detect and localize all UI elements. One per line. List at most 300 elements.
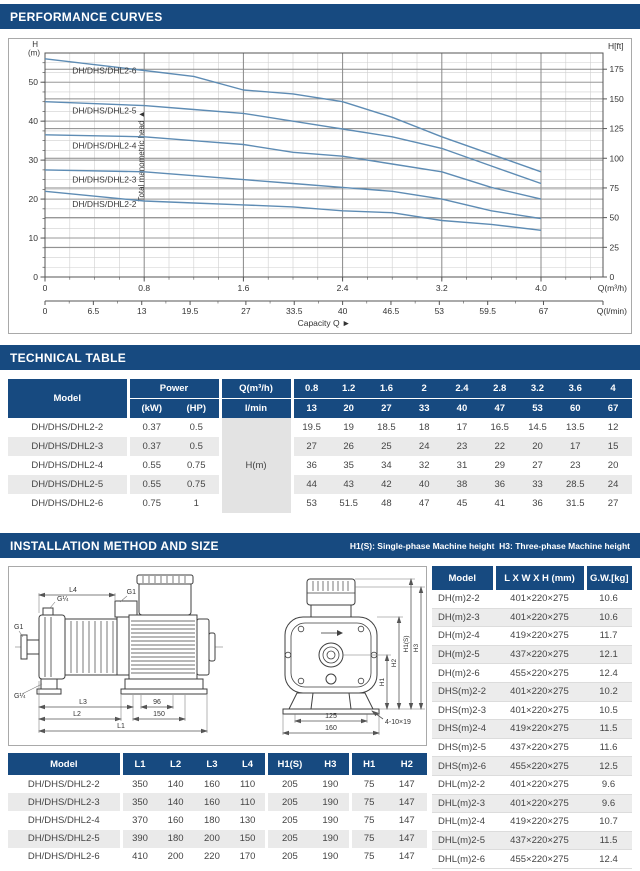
cell: 455×220×275: [494, 850, 585, 869]
cell: 180: [167, 833, 184, 845]
cell: 110: [239, 796, 256, 808]
cell: 40: [418, 479, 430, 490]
cell: 12: [607, 422, 619, 433]
cell: 220: [204, 851, 220, 863]
installation-title: INSTALLATION METHOD AND SIZE: [10, 538, 219, 553]
table-row: [432, 757, 632, 776]
cell: 18.5: [377, 422, 396, 433]
cell: 12.1: [585, 645, 632, 664]
cell: 38: [456, 479, 468, 490]
cell: 205: [266, 793, 311, 811]
svg-text:4.0: 4.0: [535, 283, 547, 293]
table-row: [432, 775, 632, 794]
lantern: [117, 617, 129, 675]
installation-drawing: [9, 567, 426, 745]
motor-boss: [209, 633, 215, 661]
cell: 455×220×275: [494, 664, 585, 683]
cell: 0.55: [128, 456, 174, 475]
lmin-value-header: 33: [418, 403, 430, 414]
stage-barrel: [65, 619, 117, 675]
cell: 147: [398, 796, 415, 808]
cell: 12.5: [585, 757, 632, 776]
dim-label-l3: L3: [79, 699, 87, 706]
lmin-value-header: 53: [532, 403, 543, 414]
cell: 160: [167, 814, 184, 826]
dim-col-header: H1(S): [266, 753, 311, 775]
dimension-table: [8, 753, 427, 866]
cell: 11.7: [585, 627, 632, 646]
cell: 0.75: [128, 494, 174, 513]
col-header-hp: (HP): [186, 403, 207, 414]
cell: DH(m)2-4: [432, 627, 494, 646]
installation-note: H1(S): Single-phase Machine height H3: Three-phase Machine height: [349, 540, 630, 551]
table-row: [432, 738, 632, 757]
cell: 53: [292, 494, 330, 513]
neck: [311, 605, 351, 617]
svg-text:59.5: 59.5: [479, 306, 496, 316]
cell: 0.37: [128, 437, 174, 456]
svg-text:13: 13: [136, 306, 147, 316]
cell: DHS(m)2-3: [432, 701, 494, 720]
dim-label-h1: H1: [379, 677, 386, 687]
table-row: [432, 794, 632, 813]
svg-text:46.5: 46.5: [382, 306, 400, 316]
cell: 44: [292, 475, 330, 494]
cell: DH/DHS/DHL2-2: [27, 778, 100, 790]
installation-drawing-panel: [8, 566, 427, 746]
cell: 23: [456, 441, 468, 452]
svg-text:67: 67: [538, 306, 549, 316]
cell: 31: [456, 460, 468, 471]
svg-text:40: 40: [337, 306, 348, 316]
cell: 455×220×275: [494, 757, 585, 776]
cell: DH/DHS/DHL2-6: [31, 498, 104, 509]
cell: 75: [350, 811, 386, 829]
table-row: [8, 456, 632, 475]
q-value-header: 3.6: [556, 379, 594, 399]
cell: DH/DHS/DHL2-5: [27, 833, 100, 845]
dim-col-header: H3: [324, 758, 337, 770]
motor-end-cap: [197, 619, 209, 675]
svg-text:Total manometric head ▲: Total manometric head ▲: [137, 110, 146, 202]
svg-text:DH/DHS/DHL2-2: DH/DHS/DHL2-2: [72, 198, 137, 209]
cell: 401×220×275: [494, 608, 585, 627]
svg-text:3.2: 3.2: [435, 283, 448, 293]
svg-text:20: 20: [28, 194, 38, 205]
table-row: [432, 645, 632, 664]
col-header-lmin: l/min: [220, 399, 292, 419]
svg-text:0.8: 0.8: [138, 283, 151, 293]
cell: 0.5: [189, 441, 203, 452]
size-table: [432, 566, 632, 869]
cell: 26: [343, 441, 354, 452]
terminal-box-lid: [137, 575, 193, 584]
table-row: [8, 418, 632, 437]
cell: 27: [292, 437, 330, 456]
cell: 33: [532, 479, 543, 490]
cell: 43: [343, 479, 354, 490]
cell: 75: [350, 830, 386, 848]
svg-text:50: 50: [609, 212, 619, 223]
svg-text:40: 40: [28, 116, 38, 127]
cell: 10.6: [585, 608, 632, 627]
inlet-pipe: [27, 640, 39, 654]
dim-label-125: 125: [325, 713, 337, 720]
cell: 18: [418, 422, 430, 433]
cell: 19.5: [292, 418, 330, 437]
table-row: [432, 664, 632, 683]
cell: 36: [292, 456, 330, 475]
cell: 15: [607, 441, 619, 452]
cell: 401×220×275: [494, 701, 585, 720]
table-row: [8, 848, 427, 866]
svg-text:DH/DHS/DHL2-6: DH/DHS/DHL2-6: [72, 65, 137, 76]
table-row: [432, 701, 632, 720]
cell: DH/DHS/DHL2-2: [31, 422, 104, 433]
svg-text:10: 10: [28, 233, 38, 244]
dim-col-header: Model: [50, 758, 78, 770]
cell: 75: [350, 848, 386, 866]
size-col-header: Model: [448, 572, 476, 584]
cell: DH/DHS/DHL2-4: [31, 460, 104, 471]
cell: 29: [494, 460, 506, 471]
cell: 1: [193, 498, 199, 509]
svg-text:0: 0: [33, 272, 38, 282]
cell: 51.5: [339, 498, 358, 509]
cell: 75: [350, 775, 386, 793]
cell: 419×220×275: [494, 627, 585, 646]
lmin-value-header: 60: [569, 403, 581, 414]
dim-col-header: L4: [241, 758, 254, 770]
cell: 45: [456, 498, 468, 509]
q-value-header: 2.8: [481, 379, 519, 399]
cell: 370: [121, 811, 157, 829]
svg-text:33.5: 33.5: [285, 306, 303, 316]
cell: 350: [121, 775, 157, 793]
port-label-g1-top: G1: [126, 589, 136, 596]
cell: DHS(m)2-4: [432, 720, 494, 739]
svg-text:Capacity Q ►: Capacity Q ►: [297, 318, 351, 328]
svg-text:0: 0: [42, 306, 48, 316]
cell: 9.6: [585, 775, 632, 794]
cell: 12.4: [585, 850, 632, 869]
table-row: [432, 608, 632, 627]
cell: DH(m)2-2: [432, 590, 494, 608]
svg-text:Q(l/min): Q(l/min): [596, 306, 627, 316]
cell: 200: [204, 833, 220, 845]
cell: 11.6: [585, 738, 632, 757]
dim-label-l2: L2: [73, 711, 81, 718]
svg-text:50: 50: [28, 77, 38, 88]
cell: 0.5: [189, 422, 203, 433]
cell: DH/DHS/DHL2-3: [31, 441, 104, 452]
cell: DH/DHS/DHL2-4: [27, 814, 100, 826]
svg-text:125: 125: [609, 123, 624, 134]
cell: 147: [398, 814, 415, 826]
port-label-g14-bottom: G¼: [14, 693, 26, 700]
cell: 48: [381, 498, 392, 509]
table-row: [432, 627, 632, 646]
q-value-header: 1.6: [368, 379, 406, 399]
technical-table-wrap: [8, 379, 632, 513]
cell: 10.5: [585, 701, 632, 720]
cell: 10.6: [585, 590, 632, 608]
table-row: [8, 437, 632, 456]
cell: 419×220×275: [494, 720, 585, 739]
cell: DH(m)2-3: [432, 608, 494, 627]
size-col-header: G.W.[kg]: [585, 566, 632, 590]
cell: 19: [343, 422, 354, 433]
cell: 419×220×275: [494, 813, 585, 832]
dim-label-150: 150: [153, 711, 165, 718]
dim-label-h1s: H1(S): [403, 635, 410, 653]
cell: 140: [167, 796, 184, 808]
cell: 401×220×275: [494, 590, 585, 608]
cell: 34: [381, 460, 392, 471]
table-row: [8, 811, 427, 829]
dimension-table-wrap: [8, 753, 427, 866]
top-plug: [43, 608, 53, 615]
svg-text:175: 175: [609, 64, 624, 75]
cell: 401×220×275: [494, 682, 585, 701]
dim-label-l4: L4: [69, 587, 77, 594]
cell: 401×220×275: [494, 794, 585, 813]
table-row: [8, 793, 427, 811]
cell: 190: [322, 796, 339, 808]
svg-text:30: 30: [28, 155, 38, 166]
performance-title: PERFORMANCE CURVES: [10, 9, 163, 24]
dim-col-header: L3: [206, 758, 218, 770]
cell: DHS(m)2-6: [432, 757, 494, 776]
cell: 10.7: [585, 813, 632, 832]
table-row: [432, 850, 632, 869]
cell: DHL(m)2-6: [432, 850, 494, 869]
technical-table: [8, 379, 632, 513]
cell: 23: [569, 460, 581, 471]
svg-text:53: 53: [434, 306, 445, 316]
cell: 20: [607, 460, 619, 471]
svg-text:DH/DHS/DHL2-5: DH/DHS/DHL2-5: [72, 105, 137, 116]
svg-text:100: 100: [609, 153, 624, 164]
technical-title: TECHNICAL TABLE: [10, 350, 127, 365]
cell: 24: [418, 441, 430, 452]
cell: 205: [266, 775, 311, 793]
dim-label-l1: L1: [117, 723, 125, 730]
head-foot: [41, 679, 57, 689]
cell: 205: [266, 848, 311, 866]
cell: 160: [204, 778, 220, 790]
table-row: [432, 831, 632, 850]
dim-label-holes: 4-10×19: [385, 719, 411, 726]
cell: 31.5: [566, 498, 585, 509]
inlet-flange: [21, 635, 27, 659]
cell: 12.4: [585, 664, 632, 683]
table-row: [8, 830, 427, 848]
cell: 36: [494, 479, 506, 490]
lmin-value-header: 27: [381, 403, 392, 414]
section-header-installation: [0, 533, 640, 558]
q-value-header: 4: [594, 379, 632, 399]
svg-text:H: H: [32, 40, 38, 49]
cell: 41: [494, 498, 506, 509]
dim-label-h2: H2: [391, 658, 398, 668]
dim-col-header: H1: [350, 753, 386, 775]
svg-text:2.4: 2.4: [336, 283, 349, 293]
cell: 147: [398, 851, 415, 863]
terminal-box: [139, 581, 191, 615]
cell: 9.6: [585, 794, 632, 813]
cell: 27: [532, 460, 543, 471]
section-header-technical: [0, 345, 640, 370]
cell: 410: [121, 848, 157, 866]
svg-text:6.5: 6.5: [87, 306, 100, 316]
cell: 190: [322, 814, 339, 826]
cell: DHL(m)2-5: [432, 831, 494, 850]
cell: 27: [607, 498, 619, 509]
cell: DHL(m)2-4: [432, 813, 494, 832]
svg-text:75: 75: [609, 182, 619, 193]
col-header-model: Model: [53, 393, 81, 404]
cell: 200: [167, 851, 184, 863]
cell: 437×220×275: [494, 738, 585, 757]
cell: 205: [266, 811, 311, 829]
unit-cell: H(m): [220, 418, 292, 513]
motor-base: [125, 679, 203, 689]
q-value-header: 3.2: [519, 379, 557, 399]
svg-text:0: 0: [609, 272, 615, 282]
lmin-value-header: 20: [343, 403, 354, 414]
performance-chart: [9, 39, 629, 331]
q-value-header: 2: [405, 379, 443, 399]
cell: DHL(m)2-3: [432, 794, 494, 813]
cell: 190: [322, 851, 339, 863]
cell: 160: [204, 796, 220, 808]
cell: DH/DHS/DHL2-3: [27, 796, 100, 808]
cell: 190: [322, 833, 339, 845]
left-foot: [289, 693, 313, 709]
cell: 47: [418, 498, 430, 509]
svg-text:19.5: 19.5: [181, 306, 199, 316]
cell: 11.5: [585, 720, 632, 739]
cell: 32: [418, 460, 430, 471]
cell: 17: [569, 441, 581, 452]
right-foot: [349, 693, 373, 709]
svg-text:DH/DHS/DHL2-3: DH/DHS/DHL2-3: [72, 174, 137, 185]
svg-text:0: 0: [42, 283, 48, 293]
cell: 13.5: [566, 422, 585, 433]
q-value-header: 1.2: [330, 379, 368, 399]
svg-text:(m): (m): [28, 48, 40, 58]
svg-text:DH/DHS/DHL2-4: DH/DHS/DHL2-4: [72, 140, 137, 151]
cell: 24: [607, 479, 619, 490]
cell: 0.55: [128, 475, 174, 494]
cell: 11.5: [585, 831, 632, 850]
table-row: [432, 590, 632, 608]
lmin-value-header: 40: [456, 403, 468, 414]
dim-col-header: L1: [121, 753, 157, 775]
svg-text:1.6: 1.6: [237, 283, 250, 293]
cell: 0.37: [128, 418, 174, 437]
cell: 190: [322, 778, 339, 790]
q-value-header: 2.4: [443, 379, 481, 399]
cell: 147: [398, 833, 415, 845]
cell: DHL(m)2-2: [432, 775, 494, 794]
cell: 14.5: [528, 422, 547, 433]
cell: 147: [398, 778, 415, 790]
cell: 25: [381, 441, 392, 452]
cell: 110: [239, 778, 256, 790]
svg-text:H[ft]: H[ft]: [608, 41, 624, 51]
cell: 170: [239, 851, 256, 863]
dim-col-header: L2: [170, 758, 182, 770]
cell: 205: [266, 830, 311, 848]
table-row: [8, 775, 427, 793]
pump-head: [39, 615, 65, 679]
q-value-header: 0.8: [292, 379, 330, 399]
dim-label-160: 160: [325, 725, 337, 732]
cell: 42: [381, 479, 392, 490]
motor-body: [129, 615, 197, 679]
cell: 28.5: [566, 479, 585, 490]
cell: 22: [494, 441, 506, 452]
cell: 150: [239, 833, 256, 845]
cell: DH/DHS/DHL2-6: [27, 851, 100, 863]
cell: 75: [350, 793, 386, 811]
cell: 130: [239, 814, 256, 826]
drain-port: [326, 674, 336, 684]
dim-col-header: H2: [400, 758, 413, 770]
pump-front-view: [283, 579, 425, 735]
svg-text:27: 27: [241, 306, 251, 316]
table-row: [432, 682, 632, 701]
cell: 180: [204, 814, 220, 826]
cell: 437×220×275: [494, 645, 585, 664]
table-row: [8, 494, 632, 513]
motor-base-flange: [121, 689, 207, 694]
cell: 390: [121, 830, 157, 848]
col-header-kw: (kW): [128, 399, 174, 419]
cell: 35: [343, 460, 354, 471]
col-header-power: Power: [128, 379, 220, 399]
cell: 16.5: [490, 422, 509, 433]
cell: 0.75: [187, 479, 206, 490]
cell: 10.2: [585, 682, 632, 701]
port-label-g1-left: G1: [14, 624, 24, 631]
dim-label-96: 96: [153, 699, 161, 706]
size-table-wrap: [432, 566, 632, 869]
cell: 350: [121, 793, 157, 811]
cell: 401×220×275: [494, 775, 585, 794]
cell: DH/DHS/DHL2-5: [31, 479, 104, 490]
cell: DH(m)2-5: [432, 645, 494, 664]
dim-label-h3: H3: [413, 643, 420, 653]
cell: DHS(m)2-2: [432, 682, 494, 701]
lmin-value-header: 13: [292, 399, 330, 419]
performance-chart-panel: [8, 38, 632, 334]
cell: 140: [167, 778, 184, 790]
section-header-performance: [0, 4, 640, 29]
cell: DH(m)2-6: [432, 664, 494, 683]
svg-text:150: 150: [609, 93, 624, 104]
cell: 0.75: [187, 460, 206, 471]
cell: 36: [532, 498, 543, 509]
table-row: [8, 475, 632, 494]
cell: 20: [532, 441, 543, 452]
col-header-q-m3h: Q(m³/h): [220, 379, 292, 399]
svg-text:Q(m³/h): Q(m³/h): [597, 283, 627, 293]
port-label-g14-top: G¼: [57, 596, 69, 603]
lmin-value-header: 67: [607, 403, 619, 414]
